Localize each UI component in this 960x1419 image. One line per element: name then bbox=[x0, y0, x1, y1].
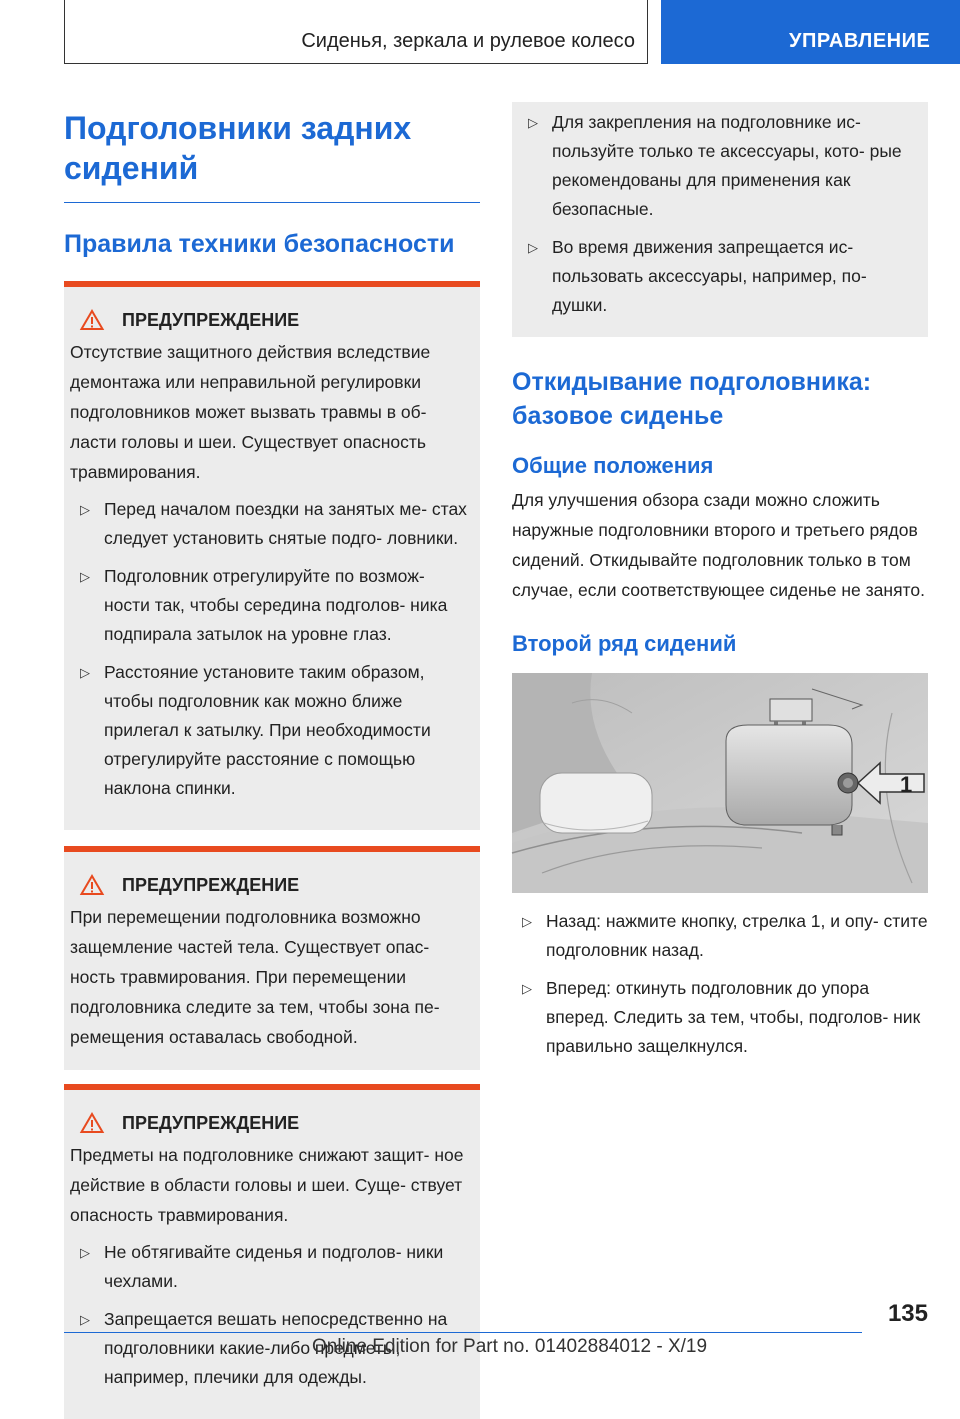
left-column bbox=[64, 100, 480, 1419]
triangle-bullet-icon: ▷ bbox=[80, 569, 90, 584]
footer-rule bbox=[64, 1332, 862, 1333]
warning-label: ПРЕДУПРЕЖДЕНИЕ bbox=[122, 874, 300, 895]
list-item: ▷ Вперед: откинуть подголовник до упора вперед. Следить за тем, чтобы, подголов- ник правильно защелкнулся. bbox=[512, 974, 928, 1061]
footer-edition: Online Edition for Part no. 01402884012 - X/19 bbox=[312, 1336, 708, 1357]
second-row-list bbox=[512, 907, 928, 1061]
warning-heading bbox=[80, 309, 472, 331]
general-paragraph: Для улучшения обзора сзади можно сложить наружные подголовники второго и третьего рядов сидений. Откидывайте подголовник только в том случае, если соответствующее сиденье не занято. bbox=[512, 490, 925, 600]
fold-headrest-heading: Откидывание подголовника: базовое сиденье bbox=[512, 368, 872, 430]
header-section-box bbox=[64, 0, 648, 64]
list-item: ▷ Во время движения запрещается ис- пользовать аксессуары, например, по- душки. bbox=[518, 233, 920, 320]
safety-heading: Правила техники безопасности bbox=[64, 230, 455, 258]
warning-triangle-icon bbox=[80, 1112, 104, 1134]
page-number: 135 bbox=[887, 1300, 928, 1327]
triangle-bullet-icon: ▷ bbox=[528, 240, 538, 255]
warning-continuation-box bbox=[512, 102, 928, 337]
triangle-bullet-icon: ▷ bbox=[80, 665, 90, 680]
warning-label: ПРЕДУПРЕЖДЕНИЕ bbox=[122, 1112, 300, 1133]
warning-triangle-icon bbox=[80, 309, 104, 331]
triangle-bullet-icon: ▷ bbox=[80, 1312, 90, 1327]
header-chapter-title: УПРАВЛЕНИЕ bbox=[789, 30, 931, 52]
list-item: ▷ Не обтягивайте сиденья и подголов- ники чехлами. bbox=[70, 1238, 472, 1296]
warning-box-1 bbox=[64, 281, 480, 830]
triangle-bullet-icon: ▷ bbox=[80, 1245, 90, 1260]
page-title: Подголовники задних сидений bbox=[64, 110, 412, 186]
list-item: ▷ Назад: нажмите кнопку, стрелка 1, и опу- стите подголовник назад. bbox=[512, 907, 928, 965]
headrest-illustration bbox=[512, 673, 928, 893]
triangle-bullet-icon: ▷ bbox=[522, 914, 532, 929]
warning-list bbox=[518, 108, 920, 320]
triangle-bullet-icon: ▷ bbox=[80, 502, 90, 517]
header-chapter-tab[interactable] bbox=[661, 0, 960, 64]
second-row-heading: Второй ряд сидений bbox=[512, 631, 737, 656]
warning-triangle-icon bbox=[80, 874, 104, 896]
headrest-image bbox=[512, 673, 928, 893]
warning-box-2 bbox=[64, 846, 480, 1070]
title-rule bbox=[64, 202, 480, 203]
arrow-callout-number: 1 bbox=[900, 772, 913, 797]
warning-heading bbox=[80, 874, 472, 896]
warning-heading bbox=[80, 1112, 472, 1134]
list-item: ▷ Расстояние установите таким образом, чтобы подголовник как можно ближе прилегал к затылку. При необходимости отрегулируйте расстояние с помощью наклона спинки. bbox=[70, 658, 472, 803]
warning-list bbox=[70, 495, 472, 803]
warning-box-3 bbox=[64, 1084, 480, 1419]
triangle-bullet-icon: ▷ bbox=[528, 115, 538, 130]
list-item: ▷ Перед началом поездки на занятых ме- стах следует установить снятые подго- ловники. bbox=[70, 495, 472, 553]
list-item: ▷ Подголовник отрегулируйте по возмож- ности так, чтобы середина подголов- ника подпирала затылок на уровне глаз. bbox=[70, 562, 472, 649]
warning-text: Отсутствие защитного действия вследствие демонтажа или неправильной регулировки подголовников может вызвать травмы в об- ласти головы и шеи. Существует опасность травмирования. bbox=[70, 342, 431, 482]
list-item: ▷ Запрещается вешать непосредственно на подголовники какие-либо предметы, например, плечики для одежды. bbox=[70, 1305, 472, 1392]
header-section-title: Сиденья, зеркала и рулевое колесо bbox=[301, 30, 635, 52]
general-heading: Общие положения bbox=[512, 453, 714, 478]
warning-label: ПРЕДУПРЕЖДЕНИЕ bbox=[122, 309, 300, 330]
triangle-bullet-icon: ▷ bbox=[522, 981, 532, 996]
list-item: ▷ Для закрепления на подголовнике ис- пользуйте только те аксессуары, кото- рые рекомендованы для применения как безопасные. bbox=[518, 108, 920, 224]
warning-text: При перемещении подголовника возможно защемление частей тела. Существует опас- ность травмирования. При перемещении подголовника следите за тем, чтобы зона пе- ремещения оставалась свободной. bbox=[70, 907, 440, 1047]
warning-list bbox=[70, 1238, 472, 1392]
warning-text: Предметы на подголовнике снижают защит- ное действие в области головы и шеи. Суще- ствует опасность травмирования. bbox=[70, 1145, 464, 1225]
right-column bbox=[512, 102, 928, 1070]
